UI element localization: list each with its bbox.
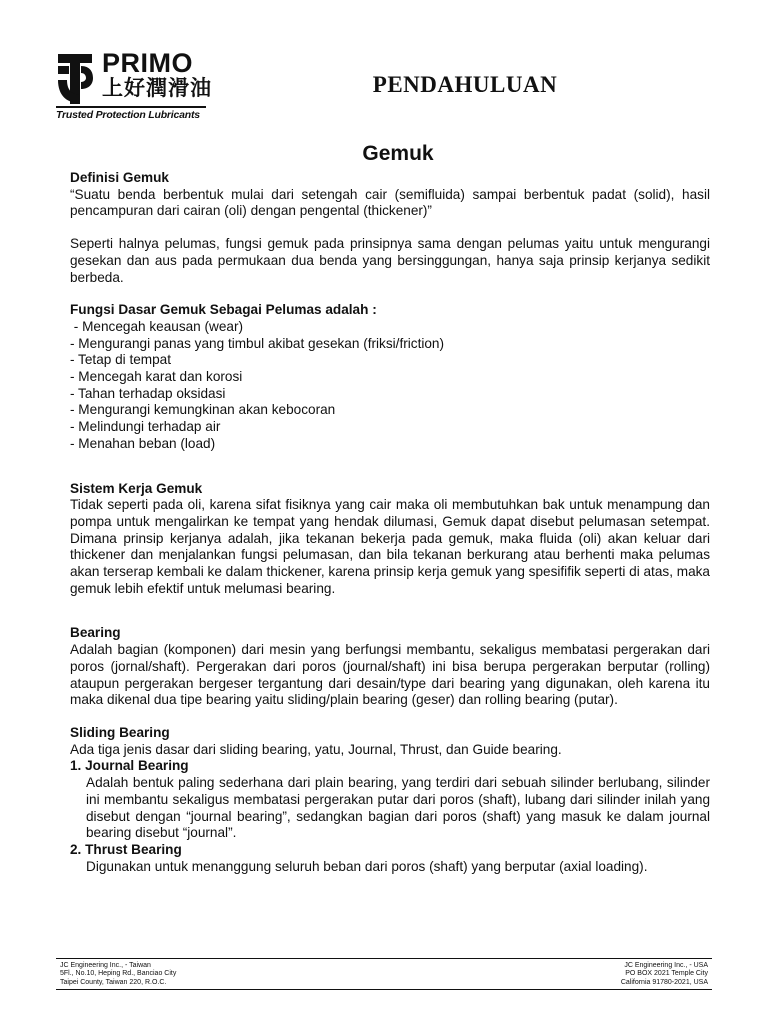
- footer-address-usa: [621, 962, 708, 987]
- sistem-heading: Sistem Kerja Gemuk: [70, 480, 203, 496]
- footer-line: Taipei County, Taiwan 220, R.O.C.: [60, 978, 167, 986]
- sistem-text: Tidak seperti pada oli, karena sifat fisiknya yang cair maka oli membutuhkan bak untuk menampung dan pompa untuk mengalirkan ke tempat yang hendak dilumasi, Gemuk dapat disebut pelumasan setempat. Dimana prinsip kerjanya adalah, jika tekanan bekerja pada gemuk, maka fluida (oli) akan keluar dari thickener dan menjalankan fungsi pelumasan, dan bila tekanan berkurang atau berhenti maka pelumas akan terserap kembali ke dalam thickener, karena prinsip kerja gemuk yang spesififik seperti di atas, maka gemuk lebih efektif untuk melumasi bearing.: [70, 497, 710, 596]
- page-footer: [56, 958, 712, 990]
- thrust-bearing-heading: 2. Thrust Bearing: [70, 841, 182, 857]
- footer-line: 5Fl., No.10, Heping Rd., Banciao City: [60, 970, 177, 978]
- fungsi-heading: Fungsi Dasar Gemuk Sebagai Pelumas adalah :: [70, 302, 377, 318]
- journal-bearing-heading: 1. Journal Bearing: [70, 758, 189, 774]
- brand-tagline: Trusted Protection Lubricants: [56, 109, 200, 121]
- definisi-text: “Suatu benda berbentuk mulai dari setengah cair (semifluida) sampai berbentuk padat (solid), hasil pencampuran dari cairan (oli) dengan pengental (thickener)”: [70, 186, 710, 219]
- footer-line: JC Engineering Inc., - USA: [624, 962, 708, 969]
- pelumas-paragraph: Seperti halnya pelumas, fungsi gemuk pada prinsipnya sama dengan pelumas yaitu untuk mengurangi gesekan dan aus pada permukaan dua benda yang bersinggungan, hanya saja prinsip kerjanya sedikit berbeda.: [70, 236, 710, 285]
- list-item: - Mencegah keausan (wear): [70, 318, 244, 334]
- document-subtitle: Gemuk: [362, 142, 434, 165]
- list-item: - Mencegah karat dan korosi: [70, 369, 243, 385]
- document-title: PENDAHULUAN: [372, 72, 558, 97]
- bearing-text: Adalah bagian (komponen) dari mesin yang berfungsi membantu, sekaligus membatasi pergerakan dari poros (jornal/shaft). Pergerakan dari poros (journal/shaft) ini bisa berupa pergerakan berputar (rolling) ataupun pergerakan bergeser tergantung dari desain/type dari bearing yang digunakan, oleh karena itu maka dikenal dua tipe bearing yaitu sliding/plain bearing (geser) dan rolling bearing (putar).: [70, 642, 710, 708]
- list-item: - Melindungi terhadap air: [70, 419, 221, 435]
- sliding-bearing-heading: Sliding Bearing: [70, 724, 170, 740]
- list-item: - Tetap di tempat: [70, 352, 172, 368]
- primo-logo: [56, 50, 216, 124]
- bearing-heading: Bearing: [70, 625, 121, 641]
- fungsi-list: [70, 319, 710, 453]
- journal-bearing-text: Adalah bentuk paling sederhana dari plain bearing, yang terdiri dari sebuah silinder berlubang, silinder ini membantu sekaligus membatasi pergerakan putar dari poros (shaft), lubang dari silinder inilah yang disebut dengan “journal bearing”, sedangkan bagian dari poros (shaft) yang masuk ke dalam journal bearing disebut “journal”.: [86, 775, 710, 841]
- primo-logo-mark-icon: [56, 52, 94, 106]
- footer-address-taiwan: [60, 962, 176, 987]
- list-item: - Mengurangi panas yang timbul akibat gesekan (friksi/friction): [70, 335, 445, 351]
- footer-line: PO BOX 2021 Temple City: [625, 970, 708, 978]
- sliding-bearing-intro: Ada tiga jenis dasar dari sliding bearing, yatu, Journal, Thrust, dan Guide bearing.: [70, 741, 562, 757]
- list-item: - Menahan beban (load): [70, 435, 216, 451]
- definisi-heading: Definisi Gemuk: [70, 170, 169, 185]
- thrust-bearing-text: Digunakan untuk menanggung seluruh beban dari poros (shaft) yang berputar (axial loading).: [86, 858, 648, 874]
- footer-line: JC Engineering Inc., - Taiwan: [60, 962, 151, 969]
- footer-line: California 91780-2021, USA: [620, 978, 708, 986]
- list-item: - Mengurangi kemungkinan akan kebocoran: [70, 402, 336, 418]
- brand-chinese-name: 上好潤滑油: [102, 77, 212, 100]
- brand-name: PRIMO: [102, 48, 194, 78]
- logo-divider: [56, 106, 206, 108]
- list-item: - Tahan terhadap oksidasi: [70, 385, 226, 401]
- document-body: [70, 170, 710, 875]
